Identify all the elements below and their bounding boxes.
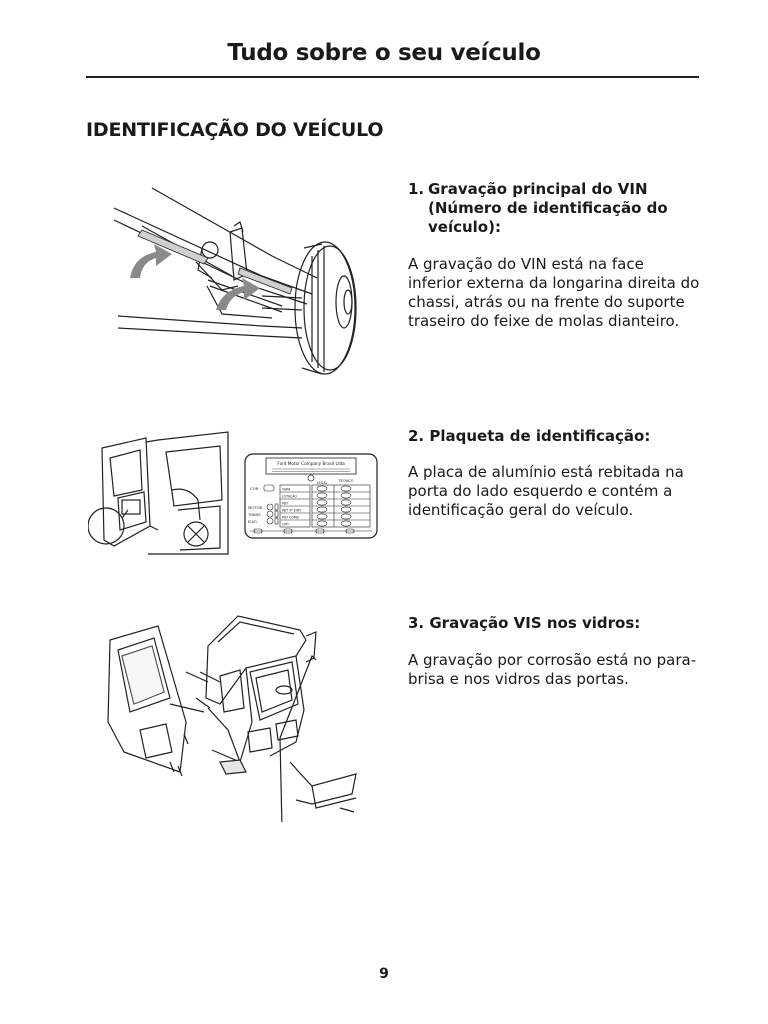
item-1-body: A gravação do VIN está na face inferior externa da longarina direita do chassi, atrás ou na frente do suporte traseiro do feixe de molas dianteiro. [408,255,700,330]
arrow-icon [130,244,172,278]
chassis-vin-illustration [112,186,364,382]
plate-row-tara: TARA [282,487,291,492]
item-3-body: A gravação por corrosão está no para-brisa e nos vidros das portas. [408,651,697,688]
item-2-heading [408,427,698,446]
plate-row-pbt3: PBT 3º EIXO [282,508,302,513]
plate-legal-label: LEGAL [316,481,328,485]
plate-company: Ford Motor Company Brasil Ltda [277,461,345,466]
plate-label-eixo: EIXO [248,519,257,524]
plate-label-cor: COR [250,486,259,491]
section-heading: IDENTIFICAÇÃO DO VEÍCULO [86,119,384,141]
arrow-icon [216,278,260,310]
plate-label-motor: MOTOR [248,505,263,510]
header-rule [86,76,699,78]
plate-row-cmt: CMT [282,522,289,527]
item-1-heading [408,180,698,237]
item-3-heading [408,614,698,633]
door-plate-location-illustration [88,430,234,556]
item-3-title: 3. Gravação VIS nos vidros: [408,614,641,632]
identification-plate [244,453,378,539]
cab-glass-vis-illustration [100,612,362,822]
plate-row-lotacao: LOTAÇÃO [282,494,297,499]
plate-tecnico-label: TÉCNICO [338,479,354,483]
page-number: 9 [379,966,389,982]
item-1-title: Gravação principal do VIN (Número de identificação do veículo): [428,180,668,236]
item-2-title: 2. Plaqueta de identificação: [408,427,651,445]
page-title: Tudo sobre o seu veículo [227,40,541,66]
item-1-number: 1. [408,180,425,198]
item-2-body: A placa de alumínio está rebitada na porta do lado esquerdo e contém a identificação geral do veículo. [408,463,684,519]
plate-row-pbt: PBT [282,501,289,506]
plate-row-pbtcomb: PBT COMB [282,515,299,520]
plate-label-trans: TRANS [248,512,261,517]
